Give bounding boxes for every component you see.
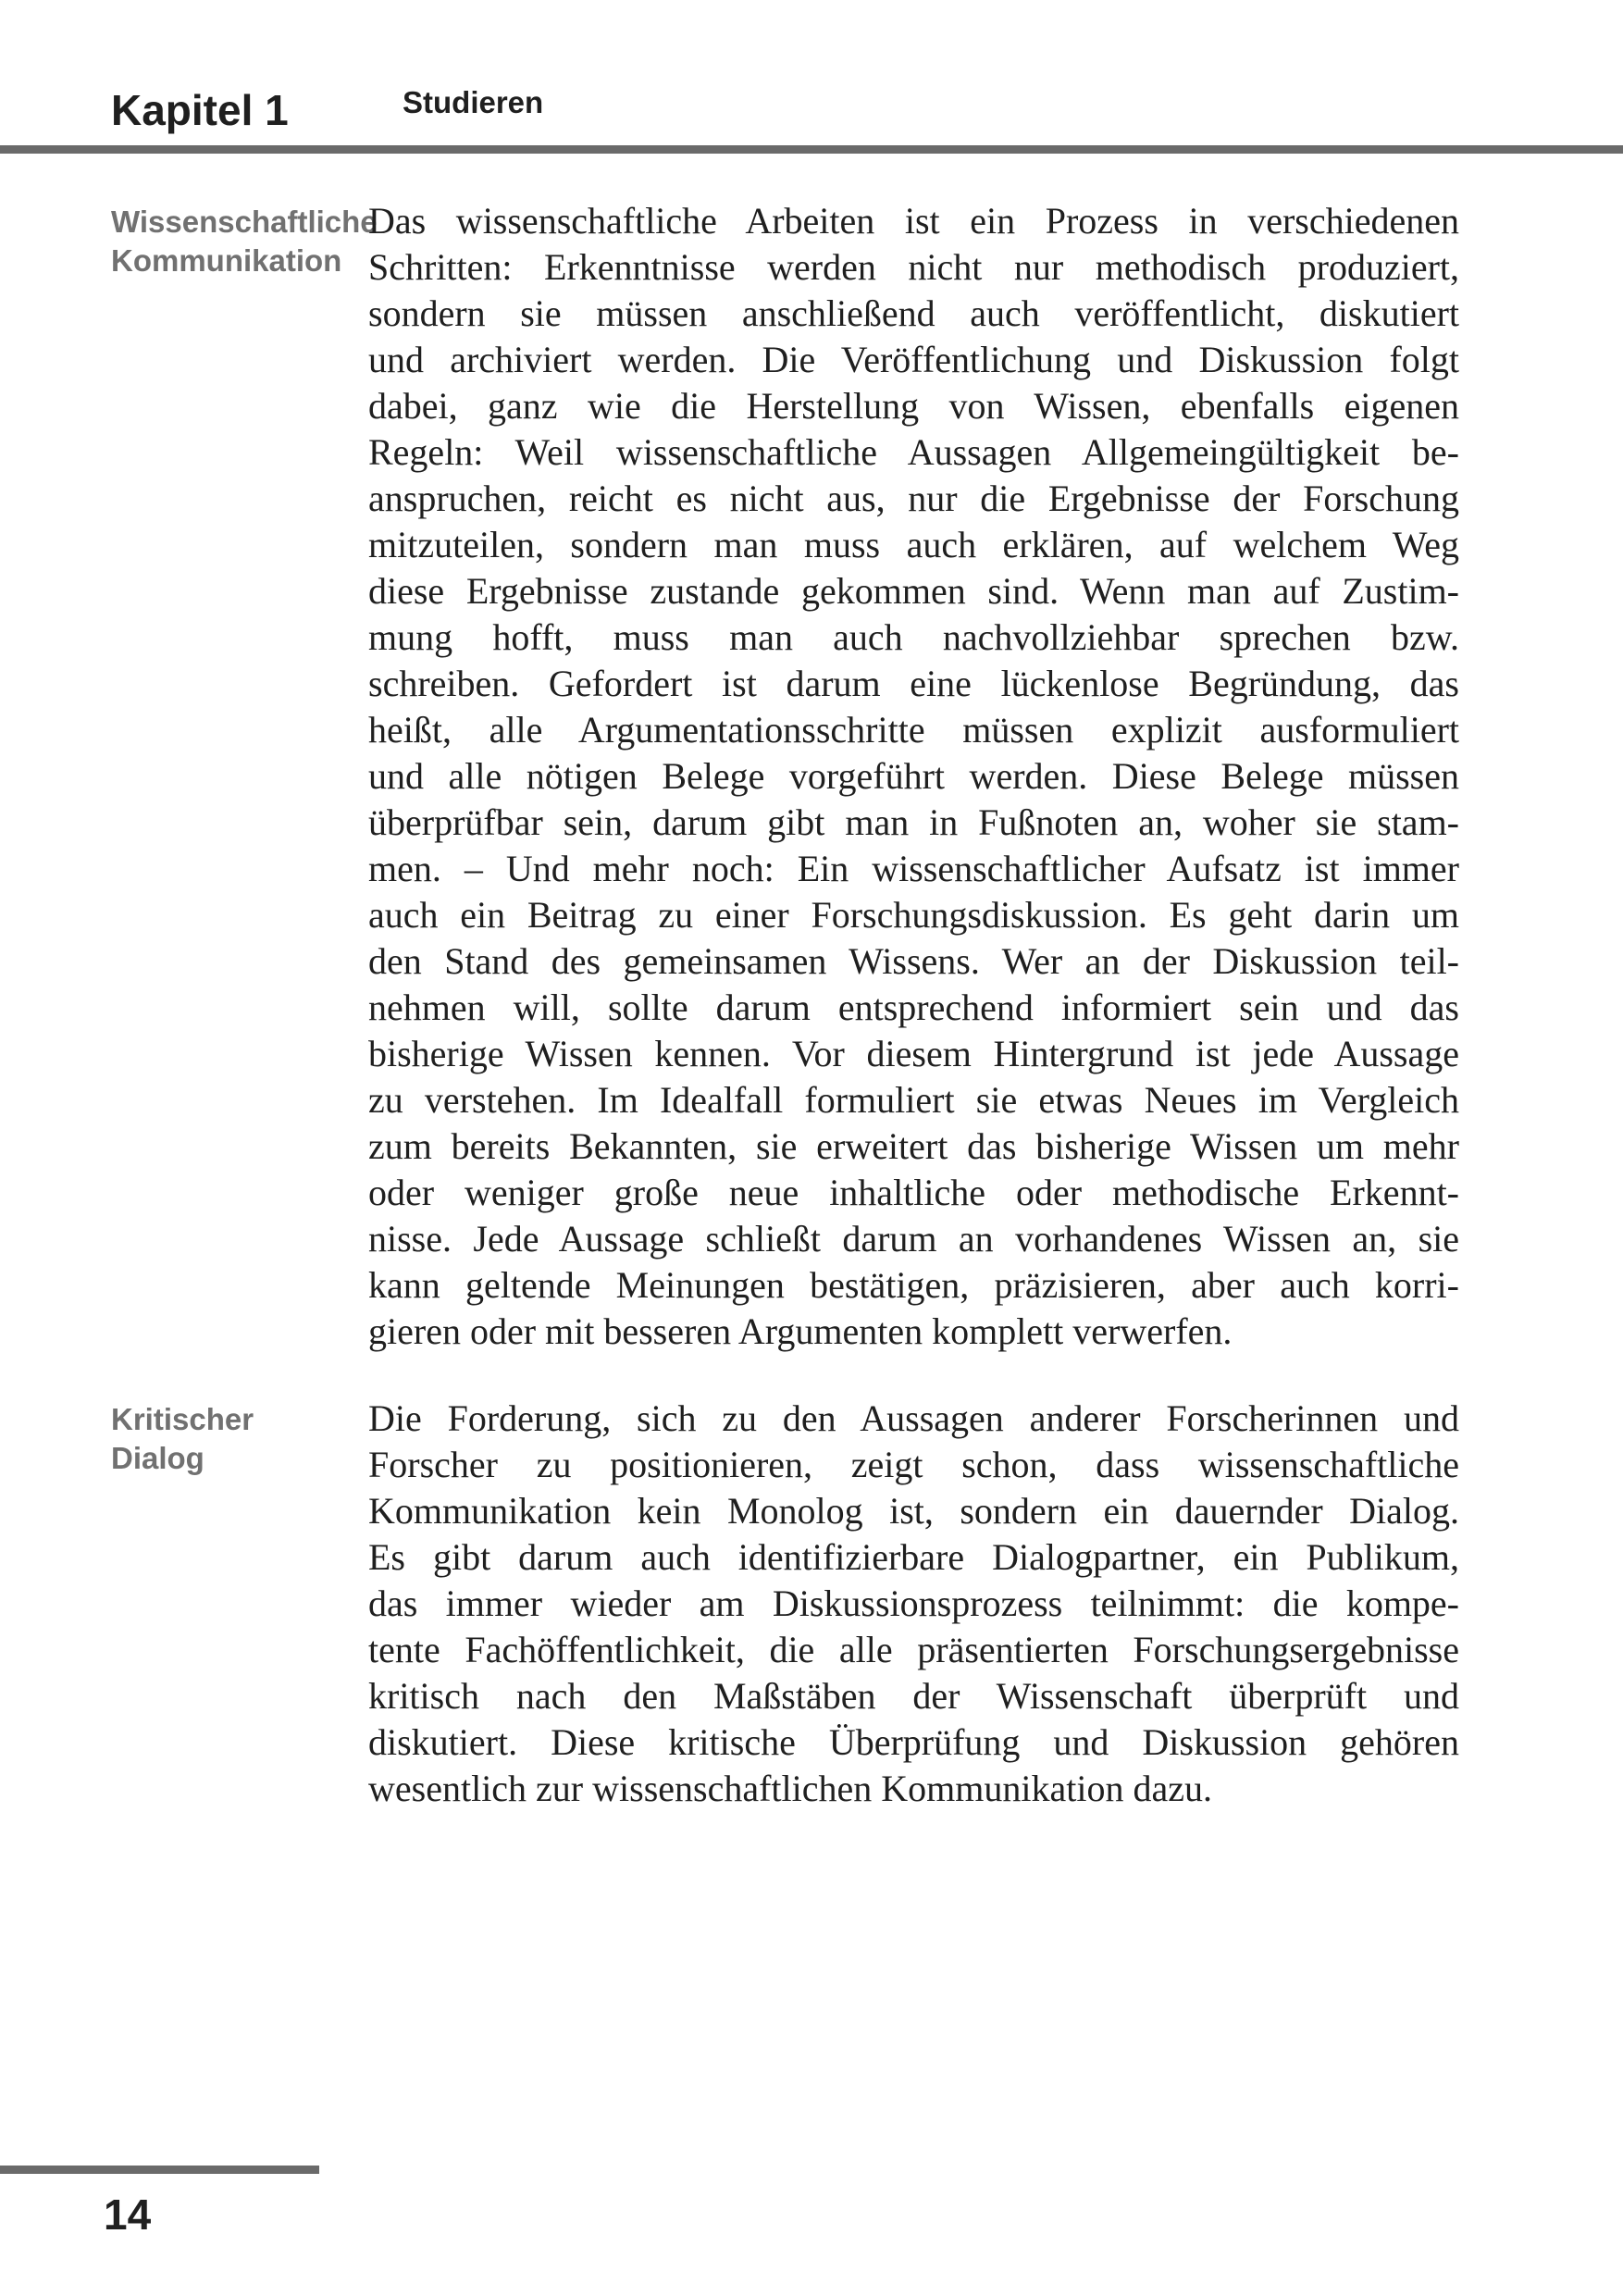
margin-label-line: Kritischer [111,1402,254,1436]
margin-label-line: Wissenschaftliche [111,205,378,239]
paragraph-line: diese Ergebnisse zustande gekommen sind. Wenn man auf Zustim- [368,570,1459,612]
paragraph-line: anspruchen, reicht es nicht aus, nur die Ergebnisse der Forschung [368,478,1459,519]
margin-label [111,1396,368,1812]
paragraph-line: Regeln: Weil wissenschaftliche Aussagen Allgemeingültigkeit be- [368,431,1459,473]
paragraph-line: Forscher zu positionieren, zeigt schon, dass wissenschaftliche [368,1444,1459,1485]
paragraph-line: Schritten: Erkenntnisse werden nicht nur methodisch produziert, [368,246,1459,288]
paragraph-line: diskutiert. Diese kritische Überprüfung und Diskussion gehören [368,1721,1459,1763]
paragraph-line: Die Forderung, sich zu den Aussagen anderer Forscherinnen und [368,1397,1459,1439]
paragraph-line: oder weniger große neue inhaltliche oder methodische Erkennt- [368,1172,1459,1213]
text-section [111,1396,1459,1812]
page-number: 14 [104,2191,152,2239]
paragraph-line: heißt, alle Argumentationsschritte müssen explizit ausformuliert [368,709,1459,751]
header-rule [0,145,1623,154]
margin-label-line: Dialog [111,1441,204,1475]
paragraph-line: wesentlich zur wissenschaftlichen Kommunikation dazu. [368,1768,1212,1809]
chapter-header [111,85,544,135]
paragraph-line: schreiben. Gefordert ist darum eine lückenlose Begründung, das [368,663,1459,704]
paragraph-line: kritisch nach den Maßstäben der Wissenschaft überprüft und [368,1675,1459,1717]
paragraph-line: zu verstehen. Im Idealfall formuliert sie etwas Neues im Vergleich [368,1079,1459,1121]
margin-label-line: Kommunikation [111,243,342,278]
chapter-number: Kapitel 1 [111,86,289,134]
paragraph-line: und alle nötigen Belege vorgeführt werden. Diese Belege müssen [368,755,1459,797]
paragraph-line: kann geltende Meinungen bestätigen, präzisieren, aber auch korri- [368,1264,1459,1306]
paragraph-line: dabei, ganz wie die Herstellung von Wissen, ebenfalls eigenen [368,385,1459,427]
text-section [111,198,1459,1355]
paragraph-line: den Stand des gemeinsamen Wissens. Wer an der Diskussion teil- [368,940,1459,982]
page-content [111,198,1459,1812]
chapter-title: Studieren [403,85,544,119]
paragraph-line: nisse. Jede Aussage schließt darum an vorhandenes Wissen an, sie [368,1218,1459,1260]
paragraph-line: gieren oder mit besseren Argumenten komplett verwerfen. [368,1310,1233,1352]
paragraph-line: Das wissenschaftliche Arbeiten ist ein Prozess in verschiedenen [368,200,1459,242]
paragraph [368,198,1459,1355]
paragraph-line: nehmen will, sollte darum entsprechend informiert sein und das [368,987,1459,1028]
paragraph [368,1396,1459,1812]
paragraph-line: Kommunikation kein Monolog ist, sondern ein dauernder Dialog. [368,1490,1459,1532]
paragraph-line: Es gibt darum auch identifizierbare Dialogpartner, ein Publikum, [368,1536,1459,1578]
paragraph-line: zum bereits Bekannten, sie erweitert das bisherige Wissen um mehr [368,1125,1459,1167]
paragraph-line: mung hofft, muss man auch nachvollziehbar sprechen bzw. [368,616,1459,658]
paragraph-line: bisherige Wissen kennen. Vor diesem Hintergrund ist jede Aussage [368,1033,1459,1074]
footer-bar [0,2166,319,2174]
paragraph-line: und archiviert werden. Die Veröffentlichung und Diskussion folgt [368,339,1459,380]
paragraph-line: men. – Und mehr noch: Ein wissenschaftlicher Aufsatz ist immer [368,848,1459,889]
paragraph-line: mitzuteilen, sondern man muss auch erklären, auf welchem Weg [368,524,1459,565]
paragraph-line: sondern sie müssen anschließend auch veröffentlicht, diskutiert [368,292,1459,334]
paragraph-line: das immer wieder am Diskussionsprozess teilnimmt: die kompe- [368,1582,1459,1624]
paragraph-line: auch ein Beitrag zu einer Forschungsdiskussion. Es geht darin um [368,894,1459,936]
margin-label [111,198,378,1355]
paragraph-line: tente Fachöffentlichkeit, die alle präsentierten Forschungsergebnisse [368,1629,1459,1670]
paragraph-line: überprüfbar sein, darum gibt man in Fußnoten an, woher sie stam- [368,801,1459,843]
